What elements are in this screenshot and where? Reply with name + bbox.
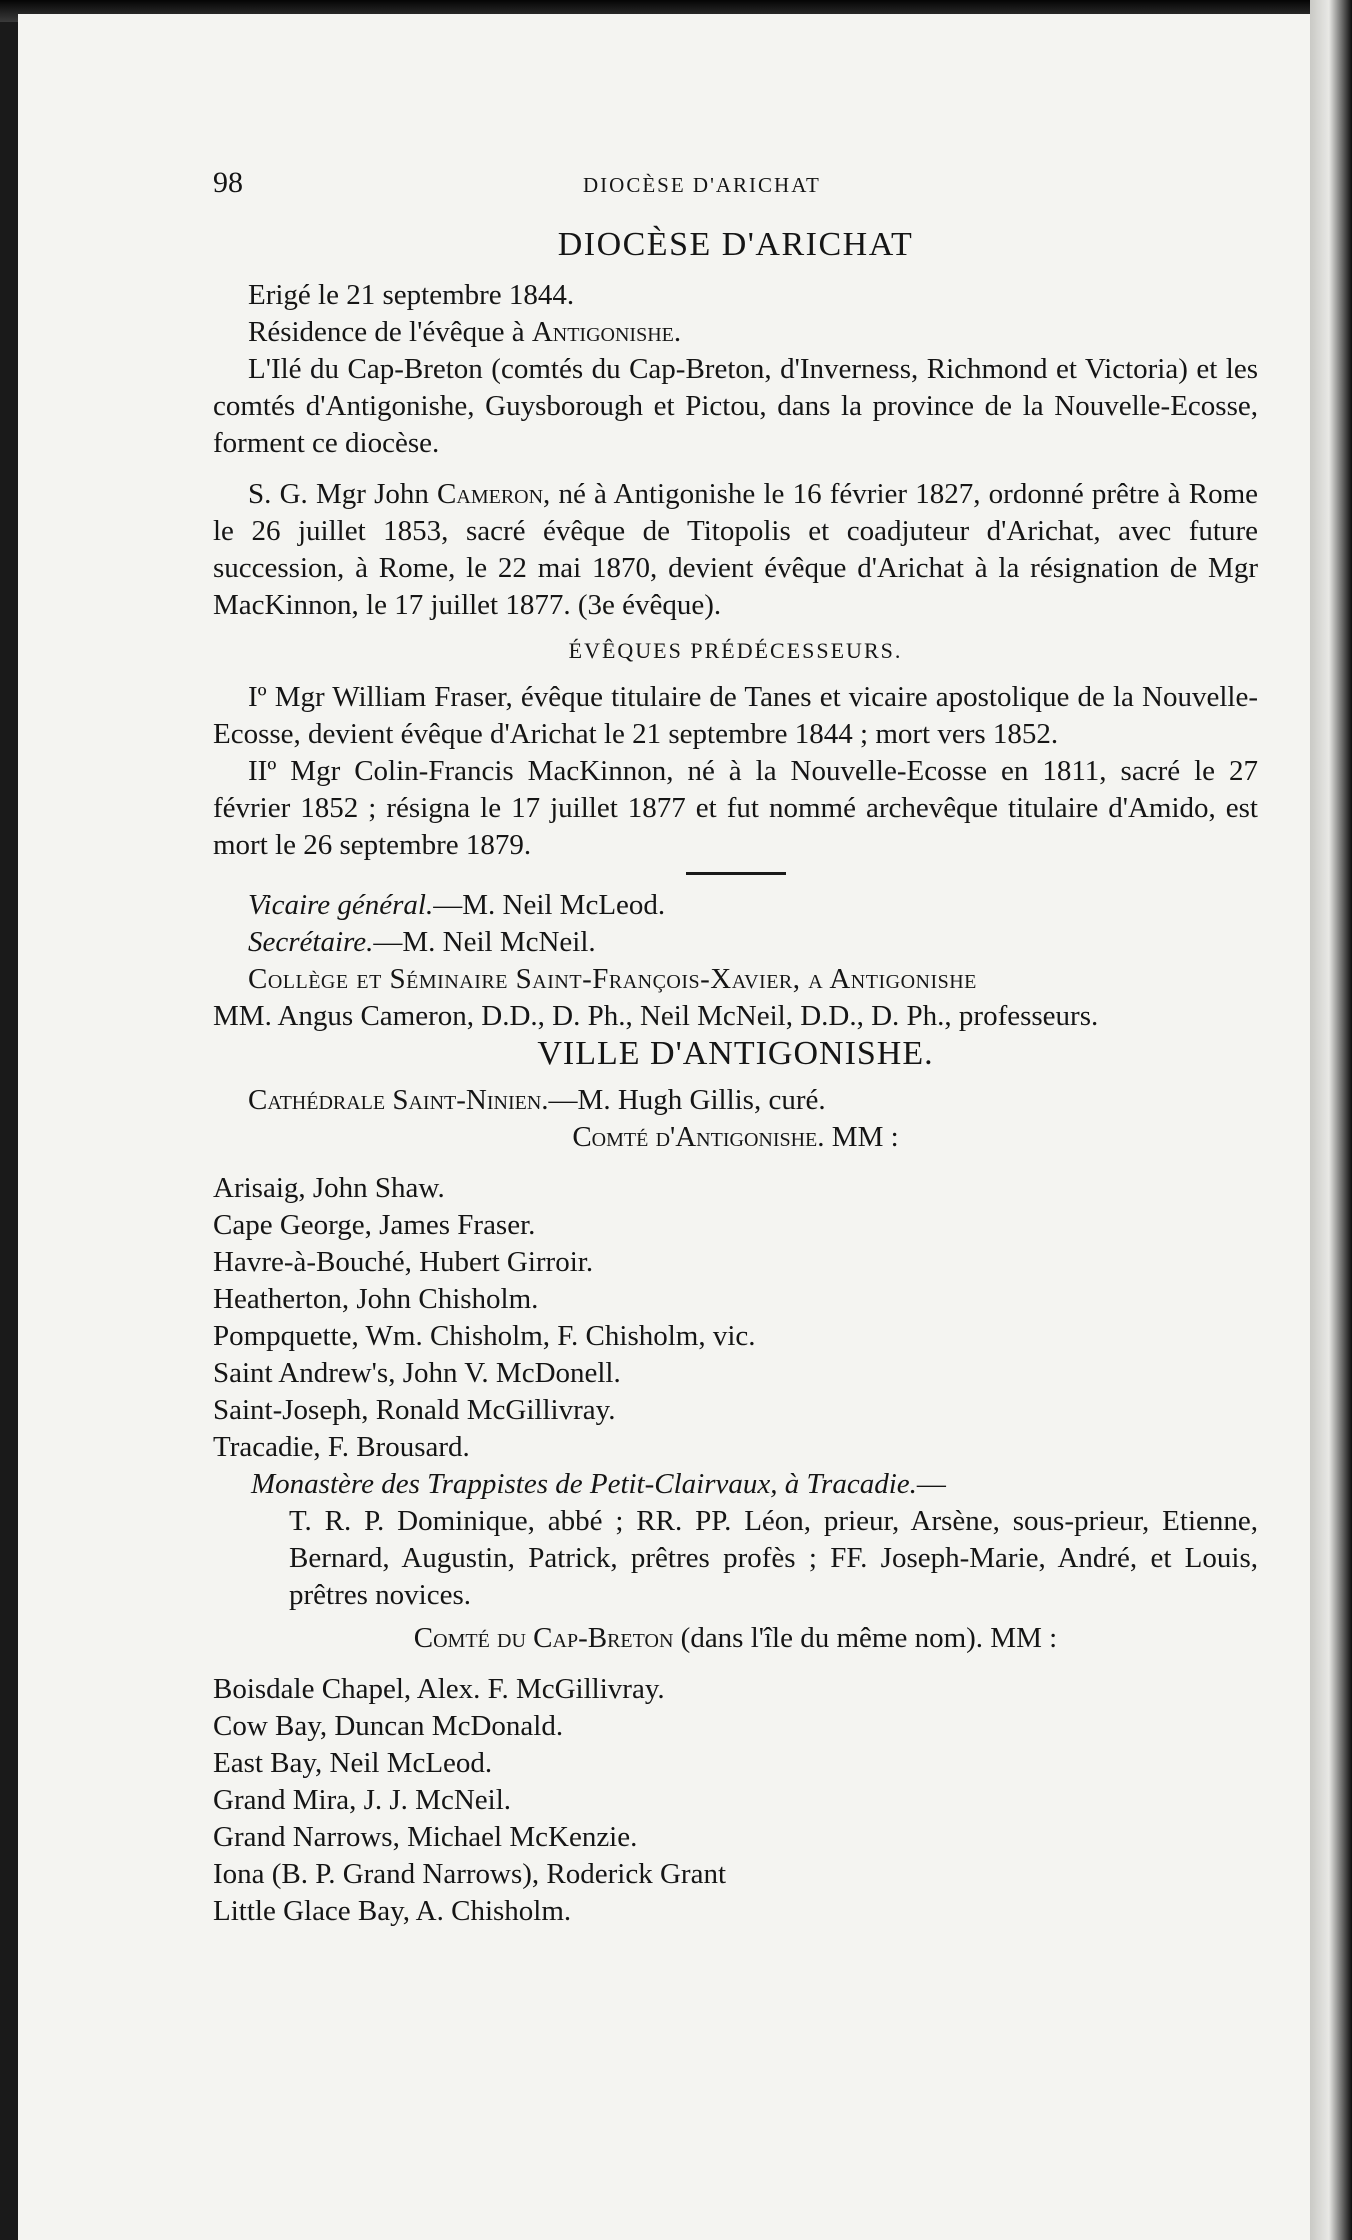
list-item: East Bay, Neil McLeod. bbox=[213, 1747, 493, 1779]
capbreton-county-heading bbox=[213, 1620, 1258, 1657]
capbreton-county-tail: (dans l'île du même nom). MM : bbox=[673, 1622, 1058, 1654]
list-item: Saint-Joseph, Ronald McGillivray. bbox=[213, 1394, 616, 1426]
cathedral-line bbox=[213, 1082, 1258, 1119]
list-item: Saint Andrew's, John V. McDonell. bbox=[213, 1357, 621, 1389]
book-page bbox=[18, 14, 1310, 2240]
predecessor-2: IIº Mgr Colin-Francis MacKinnon, né à la Nouvelle-Ecosse en 1811, sacré le 27 février 1852 ; résigna le 17 juillet 1877 et fut nommé archevêque titulaire d'Amido, est mort le 26 septembre 1879. bbox=[213, 755, 1258, 861]
erection-date: Erigé le 21 septembre 1844. bbox=[248, 279, 575, 311]
page-header bbox=[213, 164, 1258, 204]
list-item: Pompquette, Wm. Chisholm, F. Chisholm, vic. bbox=[213, 1320, 756, 1352]
page-gutter-shadow bbox=[1310, 0, 1352, 2240]
list-item: Heatherton, John Chisholm. bbox=[213, 1283, 539, 1315]
residence-line bbox=[213, 314, 1258, 351]
vicar-general-label: Vicaire général. bbox=[248, 889, 434, 921]
antigonishe-county-label: Comté d'Antigonishe. bbox=[572, 1121, 825, 1153]
bishop-prefix: S. G. Mgr John bbox=[248, 478, 429, 510]
cathedral-label: Cathédrale Saint-Ninien. bbox=[248, 1084, 549, 1116]
vicar-general-name: —M. Neil McLeod. bbox=[433, 889, 666, 921]
cathedral-text: —M. Hugh Gillis, curé. bbox=[548, 1084, 826, 1116]
list-item: Cape George, James Fraser. bbox=[213, 1209, 536, 1241]
residence-label: Résidence de l'évêque à bbox=[248, 316, 525, 348]
list-item: Grand Mira, J. J. McNeil. bbox=[213, 1784, 512, 1816]
list-item: Arisaig, John Shaw. bbox=[213, 1172, 445, 1204]
running-head: DIOCÈSE D'ARICHAT bbox=[583, 173, 821, 197]
page-title: DIOCÈSE D'ARICHAT bbox=[557, 226, 914, 263]
antigonishe-county-heading bbox=[213, 1119, 1258, 1156]
college-heading: Collège et Séminaire Saint-François-Xavier, a Antigonishe bbox=[248, 963, 977, 995]
list-item: Tracadie, F. Brousard. bbox=[213, 1431, 470, 1463]
secretary-line bbox=[213, 924, 1258, 961]
monastery-members: T. R. P. Dominique, abbé ; RR. PP. Léon, prieur, Arsène, sous-prieur, Etienne, Bernard, Augustin, Patrick, prêtres profès ; FF. Joseph-Marie, André, et Louis, prêtres novices. bbox=[289, 1505, 1258, 1611]
college-staff: MM. Angus Cameron, D.D., D. Ph., Neil McNeil, D.D., D. Ph., professeurs. bbox=[213, 1000, 1099, 1032]
list-item: Cow Bay, Duncan McDonald. bbox=[213, 1710, 564, 1742]
residence-place: Antigonishe. bbox=[531, 316, 682, 348]
town-heading: VILLE D'ANTIGONISHE. bbox=[537, 1035, 934, 1072]
diocese-extent: L'Ilé du Cap-Breton (comtés du Cap-Breton, d'Inverness, Richmond et Victoria) et les comtés d'Antigonishe, Guysborough et Pictou, dans la province de la Nouvelle-Ecosse, forment ce diocèse. bbox=[213, 353, 1258, 459]
secretary-name: —M. Neil McNeil. bbox=[373, 926, 596, 958]
bishop-bio: né à Antigonishe le 16 février 1827, ordonné prêtre à Rome le 26 juillet 1853, sacré évêque de Titopolis et coadjuteur d'Arichat, avec future succession, à Rome, le 22 mai 1870, devient évêque d'Arichat à la résignation de Mgr MacKinnon, le 17 juillet 1877. (3e évêque). bbox=[213, 478, 1258, 621]
secretary-label: Secrétaire. bbox=[248, 926, 374, 958]
monastery-title: Monastère des Trappistes de Petit-Clairvaux, à Tracadie. bbox=[251, 1468, 917, 1500]
list-item: Little Glace Bay, A. Chisholm. bbox=[213, 1895, 572, 1927]
capbreton-county-label: Comté du Cap-Breton bbox=[413, 1622, 674, 1654]
page-content bbox=[213, 164, 1258, 1930]
vicar-general-line bbox=[213, 887, 1258, 924]
antigonishe-county-tail: MM : bbox=[824, 1121, 899, 1153]
bishop-surname: Cameron, bbox=[437, 478, 551, 510]
page-number: 98 bbox=[213, 166, 243, 199]
list-item: Havre-à-Bouché, Hubert Girroir. bbox=[213, 1246, 594, 1278]
monastery-dash: — bbox=[916, 1468, 946, 1500]
bishop-paragraph bbox=[213, 476, 1258, 624]
predecessor-1: Iº Mgr William Fraser, évêque titulaire de Tanes et vicaire apostolique de la Nouvelle-Ecosse, devient évêque d'Arichat le 21 septembre 1844 ; mort vers 1852. bbox=[213, 681, 1258, 750]
predecessors-heading: ÉVÊQUES PRÉDÉCESSEURS. bbox=[568, 638, 903, 663]
list-item: Boisdale Chapel, Alex. F. McGillivray. bbox=[213, 1673, 665, 1705]
section-divider bbox=[686, 872, 786, 875]
monastery-title-line bbox=[213, 1466, 1258, 1503]
list-item: Grand Narrows, Michael McKenzie. bbox=[213, 1821, 638, 1853]
list-item: Iona (B. P. Grand Narrows), Roderick Grant bbox=[213, 1858, 727, 1890]
